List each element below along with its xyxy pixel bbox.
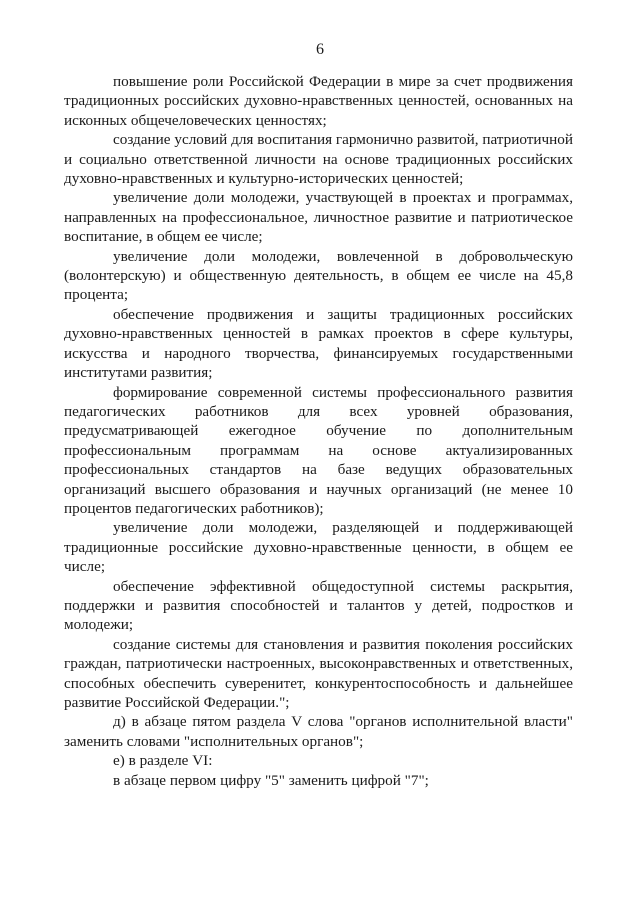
paragraph: обеспечение продвижения и защиты традиционных российских духовно-нравственных ценностей в рамках проектов в сфере культуры, искусства и народного творчества, финансируемых государственными институтами развития;: [64, 305, 573, 382]
paragraph: обеспечение эффективной общедоступной системы раскрытия, поддержки и развития способностей и талантов у детей, подростков и молодежи;: [64, 577, 573, 634]
paragraph: формирование современной системы профессионального развития педагогических работников для всех уровней образования, предусматривающей ежегодное обучение по дополнительным профессиональным программам на основе актуализированных профессиональных стандартов на базе ведущих образовательных организаций высшего образования и научных организаций (не менее 10 процентов педагогических работников);: [64, 383, 573, 517]
paragraph: увеличение доли молодежи, участвующей в проектах и программах, направленных на профессиональное, личностное развитие и патриотическое воспитание, в общем ее числе;: [64, 189, 573, 246]
paragraph: е) в разделе VI:: [113, 752, 213, 770]
paragraph: д) в абзаце пятом раздела V слова "органов исполнительной власти" заменить словами "исполнительных органов";: [64, 713, 573, 750]
paragraph: создание системы для становления и развития поколения российских граждан, патриотически настроенных, высоконравственных и ответственных, способных обеспечить суверенитет, конкурентоспособность и дальнейшее развитие Российской Федерации.";: [64, 635, 573, 711]
paragraph: повышение роли Российской Федерации в мире за счет продвижения традиционных российских духовно-нравственных ценностей, основанных на исконных общечеловеческих ценностях;: [64, 73, 573, 129]
paragraph: создание условий для воспитания гармонично развитой, патриотичной и социально ответственной личности на основе традиционных российских духовно-нравственных и культурно-исторических ценностей;: [64, 131, 573, 188]
document-body: [64, 72, 573, 790]
page-number: 6: [316, 41, 324, 58]
paragraph: увеличение доли молодежи, вовлеченной в добровольческую (волонтерскую) и общественную деятельность, в общем ее числе на 45,8 процента;: [64, 247, 573, 304]
paragraph: в абзаце первом цифру "5" заменить цифрой "7";: [113, 771, 429, 789]
paragraph: увеличение доли молодежи, разделяющей и поддерживающей традиционные российские духовно-нравственные ценности, в общем ее числе;: [64, 519, 573, 576]
